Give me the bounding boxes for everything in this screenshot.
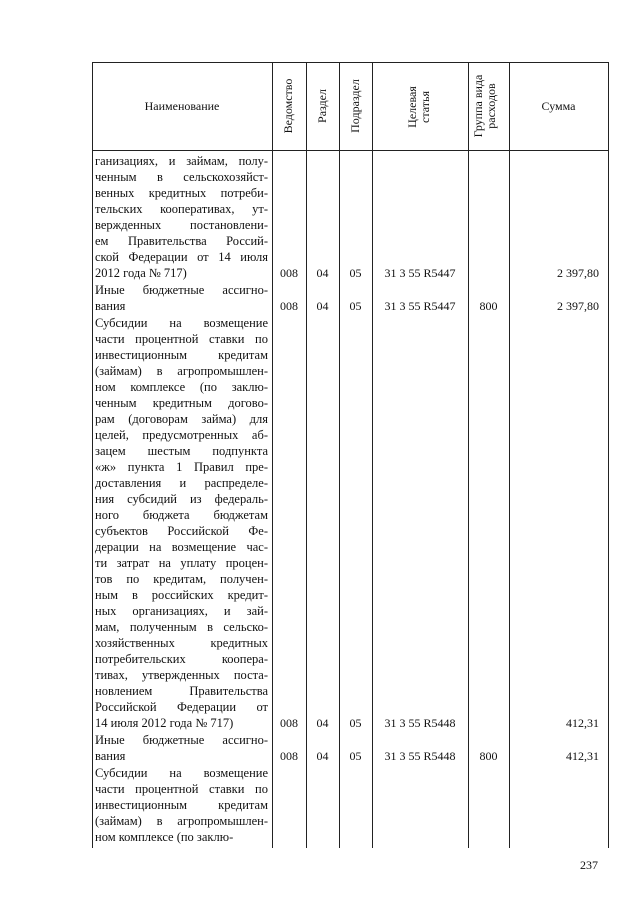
row-text-line: ченным в сельскохозяйст- xyxy=(95,170,268,184)
cell-razdel: 04 xyxy=(316,749,329,763)
row-text-line: Субсидии на возмещение xyxy=(95,316,268,330)
header-tselevaya-line2: статья xyxy=(418,91,432,123)
header-summa: Сумма xyxy=(541,99,576,113)
cell-summa: 412,31 xyxy=(566,749,599,763)
header-gruppa-line2: расходов xyxy=(484,83,498,129)
row-text-line: 2012 года № 717) xyxy=(95,266,187,280)
row-text-line: ской Федерации от 14 июля xyxy=(95,250,268,264)
col-border-left xyxy=(92,62,93,848)
page-number: 237 xyxy=(580,858,598,872)
row-text-line: Субсидии на возмещение xyxy=(95,766,268,780)
cell-podrazdel: 05 xyxy=(349,716,362,730)
cell-podrazdel: 05 xyxy=(349,299,362,313)
header-vedomstvo xyxy=(282,61,296,151)
row-text-line: вания xyxy=(95,299,126,313)
row-text-line: тов по кредитам, получен- xyxy=(95,572,268,586)
row-text-line: ганизациях, и займам, полу- xyxy=(95,154,268,168)
row-text-line: зацем шестым подпункта xyxy=(95,444,268,458)
row-text-line: инвестиционным кредитам xyxy=(95,348,268,362)
row-text-line: (займам) в агропромышлен- xyxy=(95,814,268,828)
row-text-line: рам (договорам займа) для xyxy=(95,412,268,426)
row-text-line: ном комплексе (по заклю- xyxy=(95,380,268,394)
row-text-line: венных кредитных потреби- xyxy=(95,186,268,200)
header-tselevaya xyxy=(406,62,434,152)
header-razdel xyxy=(316,61,330,151)
row-text-line: ном комплексе (по заклю- xyxy=(95,830,234,844)
header-razdel-text: Раздел xyxy=(315,89,329,123)
cell-podrazdel: 05 xyxy=(349,749,362,763)
row-text-line: ния субсидий из федераль- xyxy=(95,492,268,506)
header-vedomstvo-text: Ведомство xyxy=(281,78,295,134)
row-text-line: субъектов Российской Фе- xyxy=(95,524,268,538)
row-text-line: Иные бюджетные ассигно- xyxy=(95,283,268,297)
row-text-line: части процентной ставки по xyxy=(95,782,268,796)
row-text-line: дерации на возмещение час- xyxy=(95,540,268,554)
cell-gruppa: 800 xyxy=(479,749,498,763)
cell-tselevaya: 31 3 55 R5448 xyxy=(384,716,456,730)
row-text-line: хозяйственных кредитных xyxy=(95,636,268,650)
row-text-line: ного бюджета бюджетам xyxy=(95,508,268,522)
col-border-right xyxy=(608,62,609,848)
header-tselevaya-line1: Целевая xyxy=(405,86,419,128)
cell-summa: 2 397,80 xyxy=(557,299,599,313)
header-gruppa xyxy=(472,64,500,148)
row-text-line: «ж» пункта 1 Правил пре- xyxy=(95,460,268,474)
cell-vedomstvo: 008 xyxy=(280,749,298,763)
row-text-line: ченным кредитным догово- xyxy=(95,396,268,410)
header-name: Наименование xyxy=(144,99,220,113)
row-text-line: ных организациях, и зай- xyxy=(95,604,268,618)
row-text-line: тивах, утвержденных поста- xyxy=(95,668,268,682)
row-text-line: (займам) в агропромышлен- xyxy=(95,364,268,378)
cell-gruppa: 800 xyxy=(479,299,498,313)
row-text-line: доставления и распределе- xyxy=(95,476,268,490)
row-text-line: потребительских коопера- xyxy=(95,652,268,666)
cell-summa: 412,31 xyxy=(566,716,599,730)
header-podrazdel xyxy=(349,61,363,151)
row-text-line: Российской Федерации от xyxy=(95,700,268,714)
cell-tselevaya: 31 3 55 R5447 xyxy=(384,299,456,313)
row-text-line: инвестиционным кредитам xyxy=(95,798,268,812)
row-text-line: Иные бюджетные ассигно- xyxy=(95,733,268,747)
row-text-line: ти затрат на уплату процен- xyxy=(95,556,268,570)
header-gruppa-line1: Группа вида xyxy=(471,74,485,138)
row-text-line: вания xyxy=(95,749,126,763)
cell-tselevaya: 31 3 55 R5447 xyxy=(384,266,456,280)
row-text-line: целей, предусмотренных аб- xyxy=(95,428,268,442)
cell-razdel: 04 xyxy=(316,716,329,730)
cell-podrazdel: 05 xyxy=(349,266,362,280)
cell-vedomstvo: 008 xyxy=(280,266,298,280)
cell-razdel: 04 xyxy=(316,299,329,313)
col-border-tselevaya xyxy=(468,62,469,848)
row-text-line: ным в российских кредит- xyxy=(95,588,268,602)
cell-summa: 2 397,80 xyxy=(557,266,599,280)
row-text-line: вержденных постановлени- xyxy=(95,218,268,232)
row-text-line: части процентной ставки по xyxy=(95,332,268,346)
cell-vedomstvo: 008 xyxy=(280,716,298,730)
row-text-line: ем Правительства Россий- xyxy=(95,234,268,248)
cell-vedomstvo: 008 xyxy=(280,299,298,313)
cell-tselevaya: 31 3 55 R5448 xyxy=(384,749,456,763)
row-text-line: новлением Правительства xyxy=(95,684,268,698)
row-text-line: 14 июля 2012 года № 717) xyxy=(95,716,234,730)
header-podrazdel-text: Подраздел xyxy=(348,79,362,133)
cell-razdel: 04 xyxy=(316,266,329,280)
row-text-line: тельских кооперативах, ут- xyxy=(95,202,268,216)
row-text-line: мам, полученным в сельско- xyxy=(95,620,268,634)
